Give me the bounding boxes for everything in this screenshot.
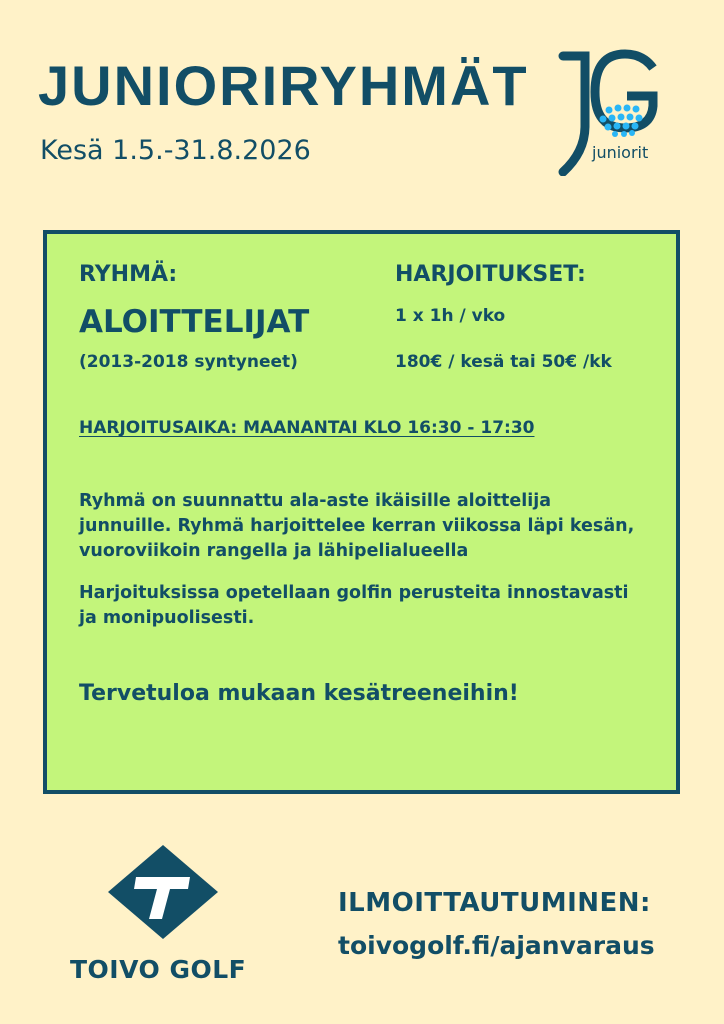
group-label: RYHMÄ: [79, 262, 178, 287]
club-name: TOIVO GOLF [70, 955, 247, 984]
group-description: Ryhmä on suunnattu ala-aste ikäisille aloittelija junnuille. Ryhmä harjoittelee kerran viikossa läpi kesän, vuoroviikoin rangella ja lähipelialueella [79, 491, 635, 561]
welcome-text: Tervetuloa mukaan kesätreeneihin! [79, 681, 519, 706]
training-price: 180€ / kesä tai 50€ /kk [395, 352, 612, 372]
signup-link[interactable]: toivogolf.fi/ajanvaraus [338, 931, 655, 960]
training-frequency: 1 x 1h / vko [395, 306, 506, 326]
group-info-box [43, 230, 680, 794]
training-label: HARJOITUKSET: [395, 262, 586, 287]
signup-label: ILMOITTAUTUMINEN: [338, 888, 651, 918]
season-dates: Kesä 1.5.-31.8.2026 [40, 135, 311, 166]
page-title: JUNIORIRYHMÄT [38, 54, 529, 117]
jg-logo-caption: juniorit [592, 143, 649, 162]
group-name: ALOITTELIJAT [79, 304, 310, 340]
training-time: HARJOITUSAIKA: MAANANTAI KLO 16:30 - 17:30 [79, 418, 535, 438]
training-description: Harjoituksissa opetellaan golfin perusteita innostavasti ja monipuolisesti. [79, 583, 629, 628]
group-birth-years: (2013-2018 syntyneet) [79, 352, 298, 372]
toivo-logo-diamond [108, 845, 218, 939]
toivo-golf-logo [108, 845, 218, 939]
